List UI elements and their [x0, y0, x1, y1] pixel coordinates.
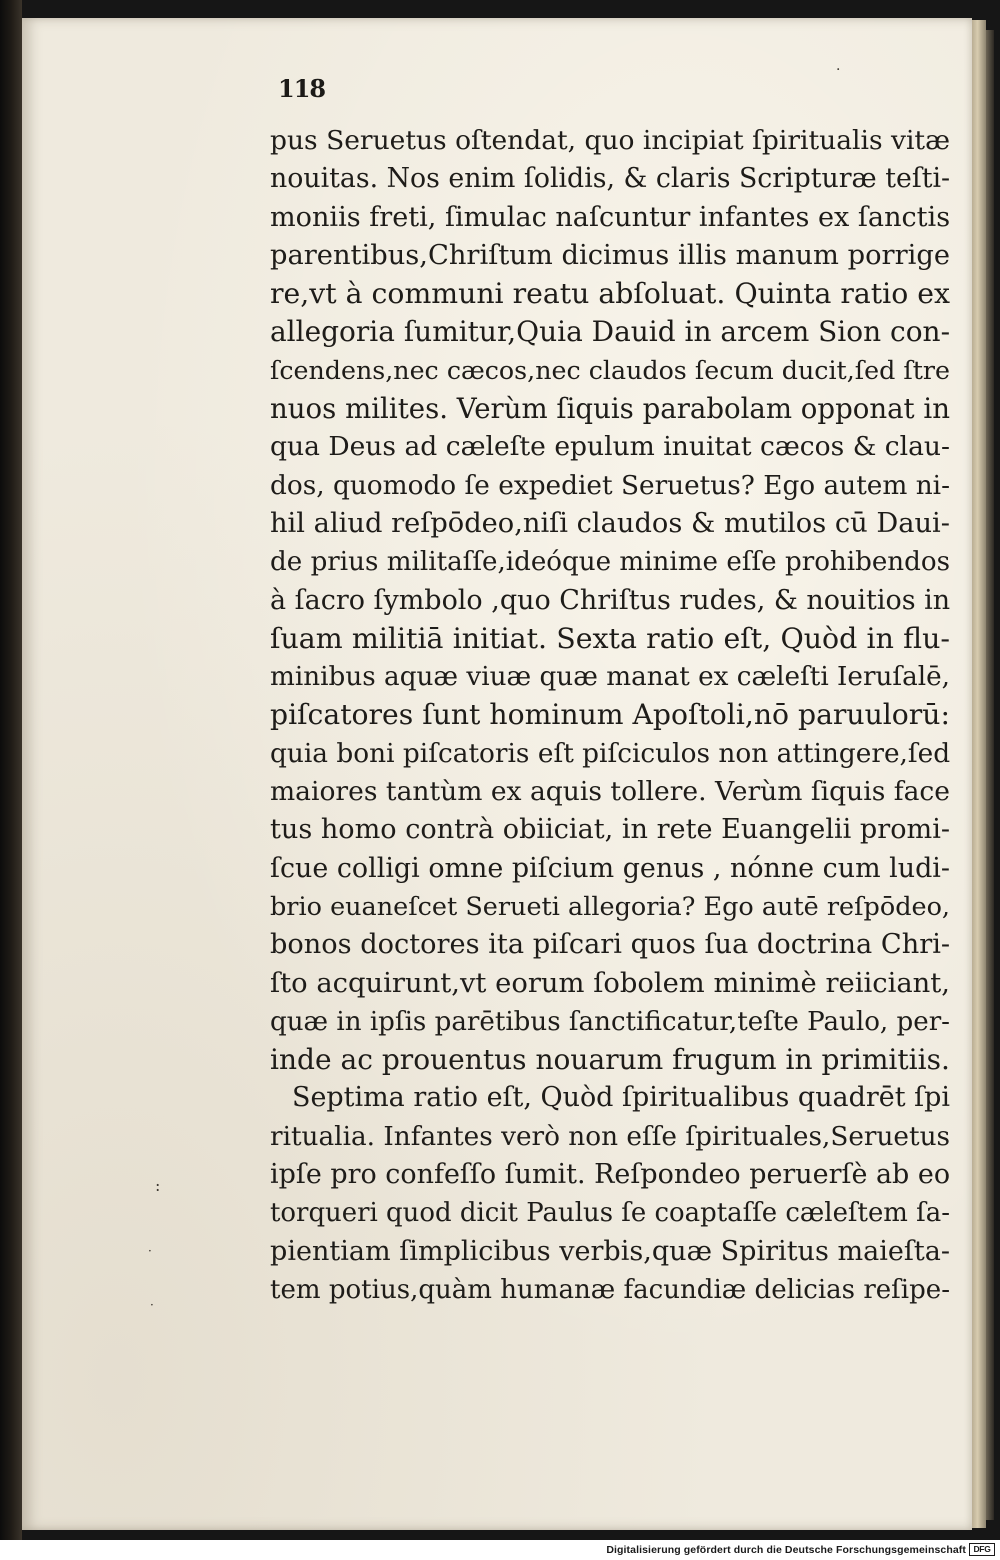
- text-line: brio euaneſcet Serueti allegoria? Ego autē reſpōdeo,: [270, 891, 950, 922]
- text-line: ritualia. Infantes verò non eſſe ſpirituales,Seruetus: [270, 1121, 950, 1152]
- text-line: inde ac prouentus nouarum frugum in primitiis.: [270, 1043, 950, 1077]
- text-line: quia boni piſcatoris eſt piſciculos non attingere,ſed: [270, 738, 951, 769]
- text-line: ipſe pro confeſſo ſumit. Reſpondeo peruerſè ab eo: [270, 1159, 951, 1191]
- text-line: nuos milites. Verùm ſiquis parabolam opponat in: [270, 392, 950, 426]
- text-line: Septima ratio eſt, Quòd ſpiritualibus quadrēt ſpi: [292, 1082, 950, 1114]
- text-line: tus homo contrà obiiciat, in rete Euangelii promi-: [270, 814, 951, 846]
- text-line: piſcatores ſunt hominum Apoſtoli,nō paruulorū:: [270, 698, 950, 732]
- text-line: ſcendens,nec cæcos,nec claudos ſecum ducit,ſed ſtre: [270, 355, 950, 385]
- ink-speck: ·: [836, 62, 841, 78]
- text-line: pus Seruetus oſtendat, quo incipiat ſpiritualis vitæ: [270, 125, 950, 156]
- text-line: dos, quomodo ſe expediet Seruetus? Ego autem ni-: [270, 470, 950, 501]
- text-line: ſuam militiā initiat. Sexta ratio eſt, Quòd in flu-: [270, 621, 950, 655]
- text-line: ſto acquirunt,vt eorum ſobolem minimè reiiciant,: [270, 967, 950, 999]
- page-edge-shadow: [986, 30, 994, 1520]
- text-line: torqueri quod dicit Paulus ſe coaptaſſe cæleſtem ſa-: [270, 1198, 950, 1229]
- text-line: pientiam ſimplicibus verbis,quæ Spiritus maieſta-: [270, 1235, 951, 1267]
- body-text: [270, 122, 950, 1309]
- text-line: qua Deus ad cæleſte epulum inuitat cæcos & clau-: [270, 431, 950, 463]
- text-line: hil aliud reſpōdeo,niſi claudos & mutilos cū Daui-: [270, 507, 950, 539]
- text-line: quæ in ipſis parētibus ſanctificatur,teſte Paulo, per-: [270, 1006, 950, 1037]
- text-line: moniis freti, ſimulac naſcuntur infantes ex ſanctis: [270, 201, 951, 233]
- text-line: bonos doctores ita piſcari quos ſua doctrina Chri-: [270, 929, 951, 961]
- text-line: allegoria ſumitur,Quia Dauid in arcem Sion con-: [270, 315, 951, 349]
- text-line: ſcue colligi omne piſcium genus , nónne cum ludi-: [270, 852, 950, 884]
- text-line: re,vt à communi reatu abſoluat. Quinta ratio ex: [270, 277, 950, 311]
- book-spine-shadow: [0, 0, 22, 1540]
- text-line: à ſacro ſymbolo ,quo Chriſtus rudes, & nouitios in: [270, 584, 951, 616]
- ink-speck: :: [155, 1176, 161, 1195]
- funding-credit: Digitalisierung gefördert durch die Deutsche Forschungsgemeinschaft: [606, 1544, 966, 1556]
- ink-speck: ·: [150, 1298, 154, 1312]
- dfg-logo: DFG: [969, 1543, 995, 1556]
- ink-speck: ·: [148, 1244, 152, 1258]
- text-line: parentibus,Chriſtum dicimus illis manum porrige: [270, 239, 950, 271]
- text-line: nouitas. Nos enim ſolidis, & claris Scripturæ teſti-: [270, 163, 951, 195]
- text-line: de prius militaſſe,ideóque minime eſſe prohibendos: [270, 547, 950, 578]
- page-number: 118: [278, 74, 326, 103]
- text-line: minibus aquæ viuæ quæ manat ex cæleſti Ieruſalē,: [270, 662, 950, 693]
- text-line: maiores tantùm ex aquis tollere. Verùm ſiquis face: [270, 776, 950, 808]
- text-line: tem potius,quàm humanæ facundiæ delicias reſipe-: [270, 1274, 950, 1305]
- page-edge: [972, 20, 986, 1528]
